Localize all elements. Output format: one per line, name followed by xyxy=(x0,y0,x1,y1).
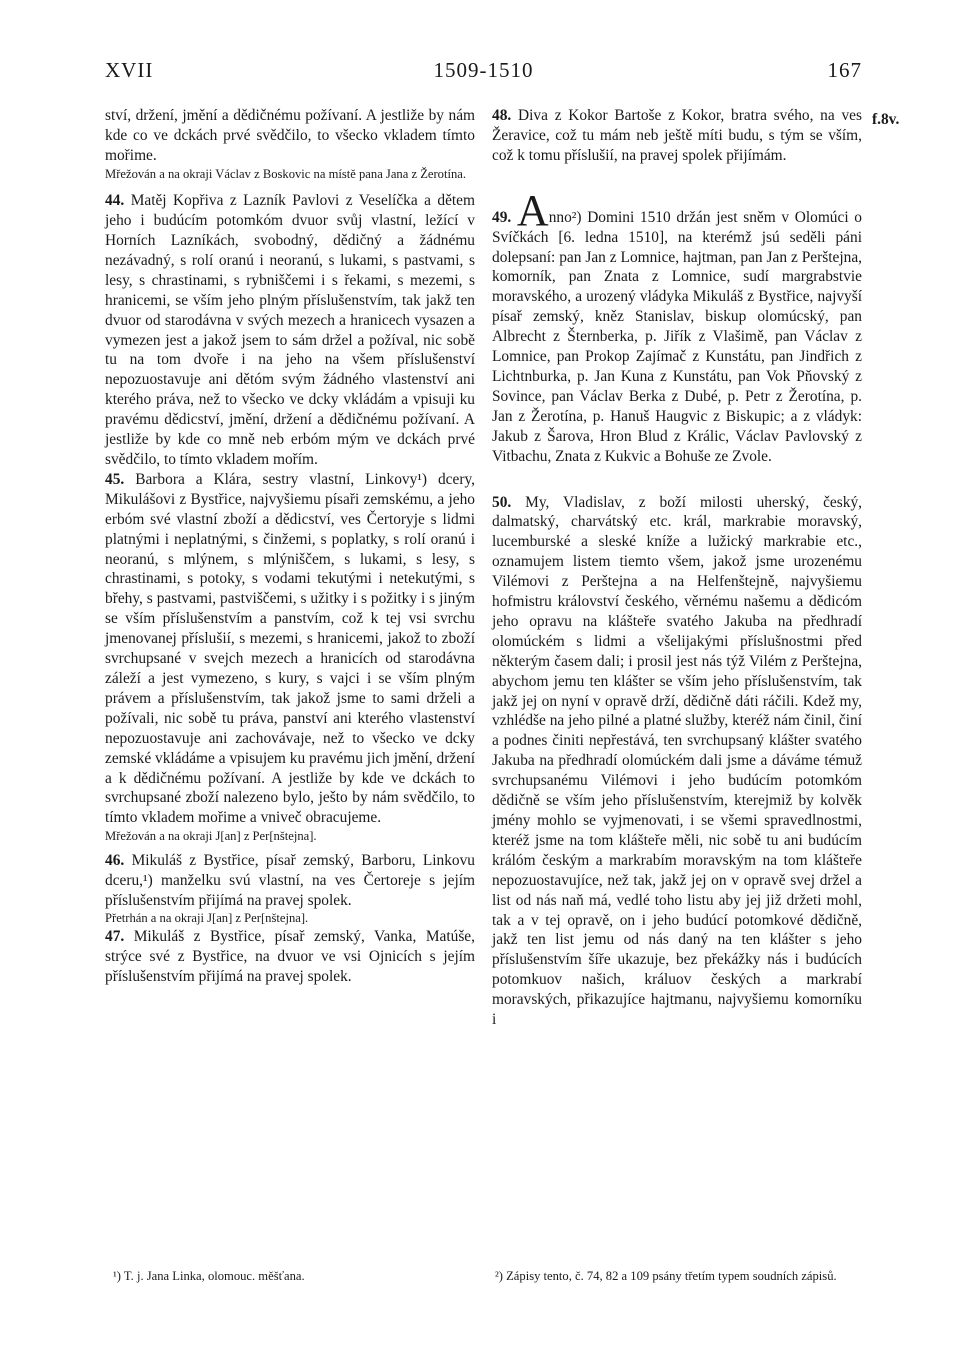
entry-paragraph xyxy=(105,191,475,470)
entry-note xyxy=(105,166,475,183)
entry-text: Barbora a Klára, sestry vlastní, Linkovy¹) dcery, Mikulášovi z Bystřice, najvyšiemu písaři zemskému, a jeho erbóm své vlastní zboží a dědicství, ves Čertoryje s lidmi platnými i neplatnými, s činžemi, s poplatky, s rolí oranú i neoranú, s mlýnem, s mlýniščem, s lukami, s lesy, s chrastinami, s potoky, s vodami tekutými i netekutými, s břehy, s pastvami, pastviščemi, s užitky i s požitky i s jiným se vším příslušenstvím a panstvím, což k tej vsi svrchu jmenovanej příslušií, s mezemi, s hranicemi, jakož to zboží svrchupsané v svejch mezech a hranicích od starodávna záleží a jest vymezeno, s kury, s vajci i se vším plným právem a příslušenstvím, tak jakož jsme to sami drželi a požívali, nic sobě tu práva, panství ani kterého vlastenství nepozuostavuje ani zachovávaje, než to všecko ve dcky zemské vkládáme a vpisujem ku pravému jich jmění, držení a k dědičnému požívaní. A jestliže by kde ve dckách to svrchupsané zboží nalezeno bylo, ješto by nám svědčilo, to tímto vkladem mořime a vniveč obracujeme. xyxy=(105,470,475,827)
entry-text: Přetrhán a na okraji J[an] z Per[nštejna]. xyxy=(105,911,309,926)
margin-folio-note: f.8v. xyxy=(872,111,900,128)
entry-number: 45. xyxy=(105,470,125,488)
entry-text: nno²) Domini 1510 držán jest sněm v Olomúci o Svíčkách [6. ledna 1510], na kterémž jsú seděli páni dolepsaní: pan Jan z Lomnice, hajtman, pan Jan z Perštejna, komorník, pan Znata z Lomnice, sudí margrabstvie moravského, a urozený vládyka Mikuláš z Bystřice, najvyší písař zemský, kněz Stanislav, biskup olomúcský, pan Albrecht z Šternberka, p. Jiřík z Vlašimě, pan Václav z Lomnice, pan Prokop Zajímač z Kunstátu, pan Jindřich z Lichtnburka, p. Jan Kuna z Kunstátu, pan Vok Pňovský z Sovince, pan Václav Berka z Dubé, p. Petr z Žerotína, p. Jan z Žerotína, p. Hanuš Haugvic z Biskupic; a z vládyk: Jakub z Šarova, Hron Blud z Králic, Václav Pavlovský z Vitbachu, Znata z Kukvic a Bohuše ze Zvole. xyxy=(492,208,862,465)
entry-note xyxy=(105,910,475,927)
entry-paragraph xyxy=(105,470,475,828)
entry-text: Diva z Kokor Bartoše z Kokor, bratra svého, na ves Žeravice, což tu mám neb ještě míti budu, s tým se vším, což k tomu příslušií, na pravej spolek přijímám. xyxy=(492,107,862,164)
entry-number: 47. xyxy=(105,927,125,945)
footnote-1: ¹) T. j. Jana Linka, olomouc. měšťana. xyxy=(113,1269,305,1283)
entry-paragraph xyxy=(105,106,475,166)
entry-number: 46. xyxy=(105,851,125,869)
entry-note xyxy=(105,828,475,845)
entry-paragraph xyxy=(105,927,475,987)
entry-text: Matěj Kopřiva z Lazník Pavlovi z Veselíčka a dětem jeho i budúcím potomkóm dvuor svůj vlastní, ležící v Horních Lazníkách, svobodný, dědičný a žádnému nezávadný, s rolí oranú i neoranú, s lukami, s pastvami, s lesy, s chrastinami, s rybniščemi i s řekami, s mezemi, s hranicemi, se vším jeho plným příslušenstvím, tak jakž ten dvuor od starodávna v svých mezech a hranicech vysazen a vymezen jest a jakož jsem to sám držel a požíval, nic sobě tu na tom dvoře i na jeho na všem příslušenství nepozuostavuje ani dětóm svým žádného vlastenství ani kterého práva, než to všecko ve dcky vkládám a vpisuji ku pravému dědicství, jmění, držení a dědičnému požívaní. A jestliže by kde co mně neb erbóm mým ve dckách prvé svědčilo, to tímto vkladem mořím. xyxy=(105,192,475,468)
entry-text: Mřežován a na okraji Václav z Boskovic na místě pana Jana z Žerotína. xyxy=(105,166,467,181)
entry-paragraph xyxy=(492,185,862,467)
entry-text: My, Vladislav, z boží milosti uherský, český, dalmatský, charvátský etc. král, markrabie moravský, lucemburské a sleské kníže a lužický markrabie etc., oznamujem listem tiemto všem, jakož jsme urozenému Vilémovi z Perštejna a na Helfenštejně, najvyšiemu hofmistru království českého, věrnému našemu a dědicóm jeho opravu na klášteře svatého Jakuba na předhradí olomúckém s lidmi a všelijakými příslušnostmi před některým časem dali; i prosil jest nás týž Vilém z Perštejna, abychom jemu ten klášter se vším jeho příslušenstvím, tak jakž jej on nyní v opravě drží, dědičně dáti ráčili. Kdež my, vzhlédše na jeho pilné a platné služby, kteréž nám činil, činí a podnes činiti nepřestává, ten svrchupsaný klášter svatého Jakuba na předhradí olomúckém dali jsme a dáváme témuž svrchupsanému Vilémovi i jeho budúcím potomkóm dědičně se vším jeho příslušenstvím, kterejmiž by kolvěk jmény mohlo se vyjmenovati, i se všemi spravedlnostmi, kteréž jsme na tom klášteře měli, nic sobě tu ani budúcím králóm českým a markrabím moravským na tom klášteře nepozuostavujíce, než tak, jakž jej on v opravě svej držel a list od nás naň má, vedlé toho listu aby jej již držeti mohl, tak a v tej opravě, on i jeho budúcí potomkové dědičně, jakž ten list jemu od nás daný na ten klášter s jeho příslušenstvím šíře ukazuje, bez překážky nás i budúcích potomkuov našich, králuov českých a markrabí moravských, přikazujíce hajtmanu, najvyšiemu komorníku i xyxy=(492,493,862,1029)
entry-text: Mřežován a na okraji J[an] z Per[nštejna]. xyxy=(105,829,317,844)
entry-number: 49. xyxy=(492,208,512,226)
entry-text: Mikuláš z Bystřice, písař zemský, Barboru, Linkovu dceru,¹) manželku svú vlastní, na ves Čertoreje s jejím příslušenstvím přijímá na pravej spolek. xyxy=(105,851,475,909)
volume-number: XVII xyxy=(105,58,154,82)
entry-paragraph xyxy=(492,106,862,166)
entry-text: Mikuláš z Bystřice, písař zemský, Vanka, Matúše, strýce své z Bystřice, na dvuor ve vsi Ojnicích s jejím příslušenstvím přijímá na pravej spolek. xyxy=(105,927,475,985)
right-column xyxy=(492,106,862,1030)
page-number: 167 xyxy=(827,58,862,82)
year-range: 1509-1510 xyxy=(433,58,534,82)
left-column xyxy=(105,106,475,987)
drop-cap: A xyxy=(516,185,549,235)
entry-paragraph xyxy=(492,493,862,1030)
footnote-2: ²) Zápisy tento, č. 74, 82 a 109 psány třetím typem soudních zápisů. xyxy=(495,1269,837,1283)
entry-number: 48. xyxy=(492,107,512,124)
running-header xyxy=(105,58,862,88)
entry-paragraph xyxy=(105,851,475,911)
entry-number: 50. xyxy=(492,493,512,511)
entry-number: 44. xyxy=(105,192,125,210)
entry-text: ství, držení, jmění a dědičnému požívaní. A jestliže by nám kde co ve dckách prvé svědčilo, to všecko vkladem tímto mořime. xyxy=(105,107,475,164)
